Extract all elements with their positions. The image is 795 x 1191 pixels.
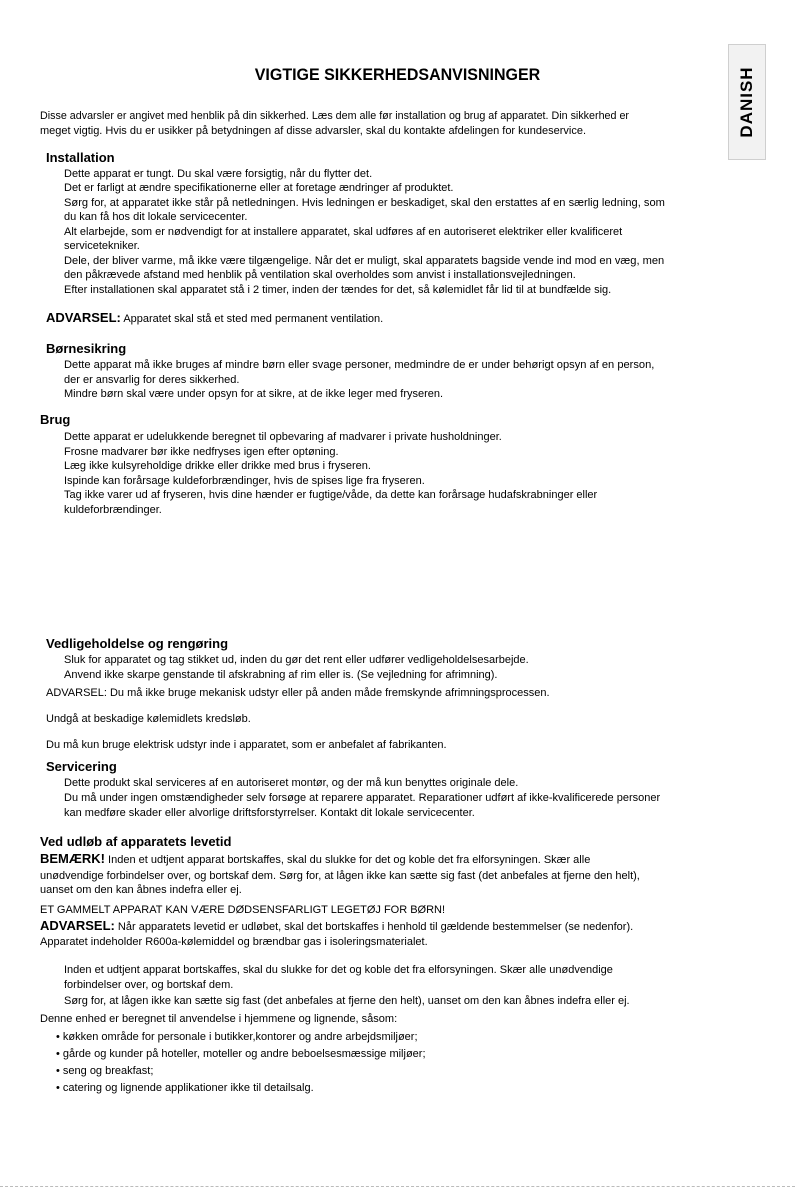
use-line: Dette apparat er udelukkende beregnet til opbevaring af madvarer i private husholdninger. (64, 431, 502, 443)
service-line: kan medføre skader eller alvorlige driftsforstyrrelser. Kontakt dit lokale servicecenter. (64, 807, 475, 819)
service-line: Dette produkt skal serviceres af en autoriseret montør, og der må kun benyttes originale dele. (64, 777, 519, 789)
use-line: Frosne madvarer bør ikke nedfryses igen efter optøning. (64, 446, 339, 458)
advarsel-label: ADVARSEL: (46, 310, 121, 325)
language-tab-label: DANISH (737, 66, 756, 138)
maintenance-line: Anvend ikke skarpe genstande til afskrabning af rim eller is. (Se vejledning for afrimning). (64, 669, 498, 681)
maintenance-line: Sluk for apparatet og tag stikket ud, inden du gør det rent eller udfører vedligeholdelsesarbejde. (64, 654, 529, 666)
intro-line: meget vigtig. Hvis du er usikker på betydningen af disse advarsler, skal du kontakte afdelingen for kundeservice. (40, 125, 587, 137)
usage-bullet: • gårde og kunder på hoteller, moteller og andre beboelsesmæssige miljøer; (56, 1048, 426, 1060)
advarsel-text: Apparatet skal stå et sted med permanent ventilation. (120, 313, 384, 325)
eol-line: unødvendige forbindelser over, og bortskaf dem. Sørg for, at lågen ikke kan sætte sig fast (det anbefales at fjerne den helt), (40, 870, 640, 882)
use-heading: Brug (40, 412, 71, 427)
installation-line: servicetekniker. (64, 240, 140, 252)
children-line: der er ansvarlig for deres sikkerhed. (64, 374, 240, 386)
intro-line: Disse advarsler er angivet med henblik på din sikkerhed. Læs dem alle før installation og brug af apparatet. Din sikkerhed er (40, 110, 629, 122)
language-tab (728, 44, 766, 160)
eol-line: Inden et udtjent apparat bortskaffes, skal du slukke for det og koble det fra elforsyningen. Skær alle unødvendige (64, 964, 613, 976)
installation-line: Alt elarbejde, som er nødvendigt for at installere apparatet, skal udføres af en autoriseret elektriker eller kvalificeret (64, 226, 623, 238)
advarsel-label: ADVARSEL: (40, 918, 115, 933)
advarsel-ventilation (46, 311, 383, 326)
service-heading: Servicering (46, 759, 117, 774)
installation-line: Det er farligt at ændre specifikationerne eller at foretage ændringer af produktet. (64, 182, 454, 194)
children-line: Mindre børn skal være under opsyn for at sikre, at de ikke leger med fryseren. (64, 388, 444, 400)
bemaerk-label: BEMÆRK! (40, 851, 105, 866)
advarsel-eol-line (40, 919, 633, 934)
eol-line: uanset om den kan åbnes indefra eller ej. (40, 884, 242, 896)
installation-heading: Installation (46, 150, 115, 165)
installation-line: Sørg for, at apparatet ikke står på netledningen. Hvis ledningen er beskadiget, skal den erstattes af en særlig ledning, som (64, 197, 665, 209)
usage-bullet: • seng og breakfast; (56, 1065, 154, 1077)
eol-line: Apparatet indeholder R600a-kølemiddel og brændbar gas i isoleringsmaterialet. (40, 936, 428, 948)
eol-line: Sørg for, at lågen ikke kan sætte sig fast (det anbefales at fjerne den helt), uanset om den kan åbnes indefra eller ej. (64, 995, 630, 1007)
usage-bullet: • køkken område for personale i butikker,kontorer og andre arbejdsmiljøer; (56, 1031, 418, 1043)
maintenance-note: Du må kun bruge elektrisk udstyr inde i apparatet, som er anbefalet af fabrikanten. (46, 739, 447, 751)
use-line: Tag ikke varer ud af fryseren, hvis dine hænder er fugtige/våde, da dette kan forårsage hudafskrabninger eller (64, 489, 598, 501)
bemaerk-line (40, 852, 590, 867)
eol-line: ET GAMMELT APPARAT KAN VÆRE DØDSENSFARLIGT LEGETØJ FOR BØRN! (40, 904, 446, 916)
eol-heading: Ved udløb af apparatets levetid (40, 834, 232, 849)
maintenance-heading: Vedligeholdelse og rengøring (46, 636, 229, 651)
maintenance-note: Undgå at beskadige kølemidlets kredsløb. (46, 713, 251, 725)
page-title: VIGTIGE SIKKERHEDSANVISNINGER (254, 66, 541, 84)
service-line: Du må under ingen omstændigheder selv forsøge at reparere apparatet. Reparationer udført af ikke-kvalificerede personer (64, 792, 661, 804)
use-line: Læg ikke kulsyreholdige drikke eller drikke med brus i fryseren. (64, 460, 371, 472)
children-line: Dette apparat må ikke bruges af mindre børn eller svage personer, medmindre de er under behørigt opsyn af en person, (64, 359, 655, 371)
installation-line: Dette apparat er tungt. Du skal være forsigtig, når du flytter det. (64, 168, 373, 180)
children-heading: Børnesikring (46, 341, 127, 356)
usage-intro: Denne enhed er beregnet til anvendelse i hjemmene og lignende, såsom: (40, 1013, 398, 1025)
usage-bullet: • catering og lignende applikationer ikke til detailsalg. (56, 1082, 314, 1094)
use-line: kuldeforbrændinger. (64, 504, 162, 516)
bemaerk-text: Inden et udtjent apparat bortskaffes, skal du slukke for det og koble det fra elforsyningen. Skær alle (105, 854, 591, 866)
maintenance-note: ADVARSEL: Du må ikke bruge mekanisk udstyr eller på anden måde fremskynde afrimningsprocessen. (46, 687, 550, 699)
installation-line: den påkrævede afstand med henblik på ventilation skal overholdes som anvist i installationsvejledningen. (64, 269, 576, 281)
installation-line: Dele, der bliver varme, må ikke være tilgængelige. Når det er muligt, skal apparatets bagside vende ind mod en væg, men (64, 255, 665, 267)
advarsel-text: Når apparatets levetid er udløbet, skal det bortskaffes i henhold til gældende bestemmelser (se nedenfor). (114, 921, 634, 933)
installation-line: du kan få hos dit lokale servicecenter. (64, 211, 248, 223)
eol-line: forbindelser over, og bortskaf dem. (64, 979, 234, 991)
bottom-rule (0, 1186, 795, 1187)
use-line: Ispinde kan forårsage kuldeforbrændinger, hvis de spises lige fra fryseren. (64, 475, 425, 487)
installation-line: Efter installationen skal apparatet stå i 2 timer, inden der tændes for det, så kølemidlet får lid til at bundfælde sig. (64, 284, 612, 296)
